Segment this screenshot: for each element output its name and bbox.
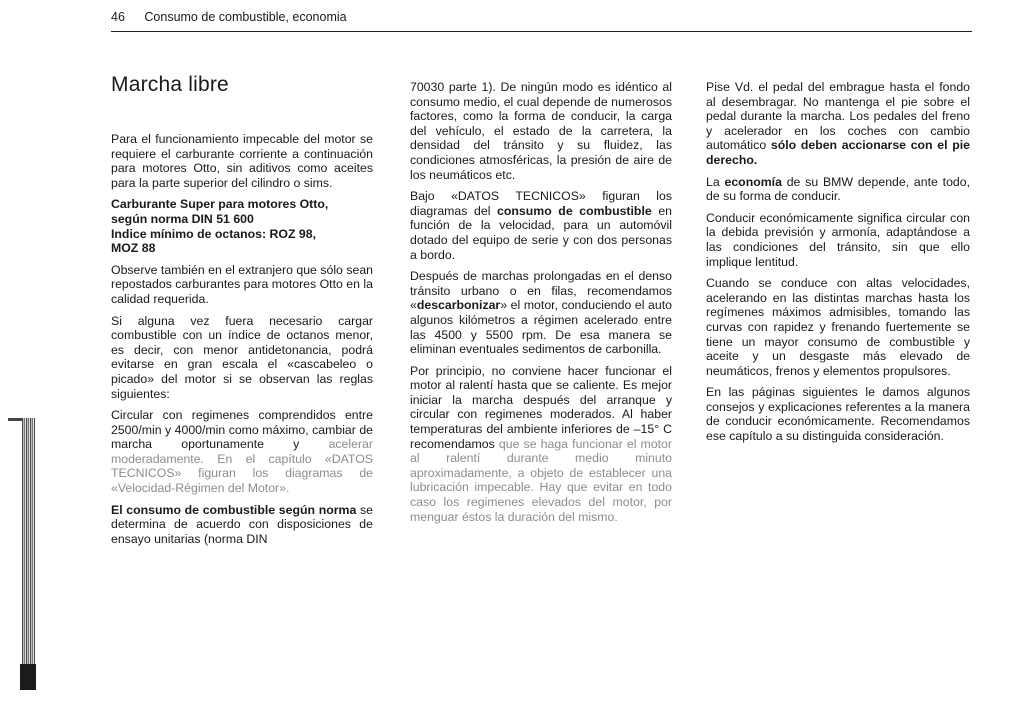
text-run: La <box>706 174 720 189</box>
column-1 <box>111 132 373 553</box>
page-number: 46 <box>111 10 125 24</box>
header-divider <box>111 31 972 32</box>
fuel-spec-line: MOZ 88 <box>111 241 156 256</box>
text-run: se determina de acuerdo con disposiciones de ensayo unitarias (norma DIN <box>111 502 373 546</box>
text-run: Circular con regimenes comprendidos entre 2500/min y 4000/min como máximo, cambiar de marcha oportunamente y <box>111 408 373 452</box>
paragraph: En las páginas siguientes le damos algunos consejos y explicaciones referentes a la manera de conducir económicamente. Recomendamos ese capítulo a su distinguida consideración. <box>706 385 970 444</box>
fuel-spec <box>111 197 373 255</box>
fuel-spec-line: según norma DIN 51 600 <box>111 211 254 226</box>
chapter-title: Consumo de combustible, economia <box>144 10 347 24</box>
paragraph: 70030 parte 1). De ningún modo es idéntico al consumo medio, el cual depende de numerosos factores, como la forma de conducir, la carga del vehículo, el estado de la carretera, la densidad del tránsito y su fluidez, las condiciones atmosféricas, la presión de aire de los neumáticos etc. <box>410 80 672 182</box>
paragraph <box>706 80 970 168</box>
text-run-bold: consumo de combustible <box>497 203 652 218</box>
paragraph: Cuando se conduce con altas velocidades, acelerando en las distintas marchas hasta los regímenes máximos admisibles, tomando las curvas con rapidez y frenando fuertemente se tiene un mayor consumo de combustible y aceite y un desgaste más elevado de neumáticos, frenos y elementos propulsores. <box>706 276 970 378</box>
text-run-bold: El consumo de combustible según norma <box>111 502 357 517</box>
text-run: acelerar moderadamente. En el capítulo «DATOS TECNICOS» figuran los diagramas de «Velocidad-Régimen del Motor». <box>111 437 373 496</box>
paragraph: Para el funcionamiento impecable del motor se requiere el carburante corriente a continuación para motores Otto, sin aditivos como aceites para la parte superior del cilindro o sims. <box>111 132 373 190</box>
text-run-bold: economía <box>724 174 782 189</box>
text-run-bold: sólo deben accionarse con el pie derecho. <box>706 138 970 167</box>
page-header <box>111 10 347 24</box>
fuel-spec-line: Indice mínimo de octanos: ROZ 98, <box>111 226 316 241</box>
section-title: Marcha libre <box>111 73 229 96</box>
text-run: de su BMW depende, ante todo, de su forma de conducir. <box>706 174 971 204</box>
text-run: en función de la velocidad, para un automóvil dotado del equipo de serie y con dos personas a bordo. <box>410 203 672 262</box>
column-3 <box>706 80 970 451</box>
text-run: Bajo «DATOS TECNICOS» figuran los diagramas del <box>410 189 672 218</box>
text-run: Por principio, no conviene hacer funcionar el motor al ralentí hasta que se caliente. Es mejor iniciar la marcha después del arranque y circular con regimenes moderados. Al haber temperaturas del ambiente inferiores de –15° C recomendamos <box>410 363 672 451</box>
paragraph: Si alguna vez fuera necesario cargar combustible con un índice de octanos menor, es decir, con menor antidetonancia, podrá evitarse en gran escala el «cascabeleo o picado» del motor si se observan las reglas siguientes: <box>111 313 373 401</box>
binding-edge-corner <box>20 664 36 690</box>
paragraph <box>410 364 672 525</box>
binding-edge <box>22 418 35 690</box>
paragraph <box>111 408 373 496</box>
paragraph <box>410 269 672 357</box>
paragraph <box>706 175 970 204</box>
paragraph <box>111 503 373 547</box>
text-run: Pise Vd. el pedal del embrague hasta el fondo al desembragar. No mantenga el pie sobre el pedal durante la marcha. Los pedales del freno y acelerador en los coches con cambio automático <box>706 80 970 153</box>
text-run: Después de marchas prolongadas en el denso tránsito urbano o en filas, recomendamos « <box>410 269 672 313</box>
fuel-spec-line: Carburante Super para motores Otto, <box>111 197 329 212</box>
text-run: » el motor, conduciendo el auto algunos kilómetros a régimen acelerado entre las 4500 y 5500 rpm. De esa manera se eliminan eventuales sedimentos de carbonilla. <box>410 298 672 357</box>
column-2 <box>410 80 672 531</box>
text-run-bold: descarbonizar <box>416 298 501 313</box>
paragraph: Observe también en el extranjero que sólo sean repostados carburantes para motores Otto en la calidad requerida. <box>111 262 373 306</box>
text-run: que se haga funcionar el motor al ralentí durante medio minuto aproximadamente, a objeto de establecer una lubricación impecable. Hay que evitar en todo caso los regimenes elevados del motor, por menguar éstos la duración del mismo. <box>410 436 672 524</box>
paragraph: Conducir económicamente significa circular con la debida previsión y armonía, adaptándose a las condiciones del tránsito, sin que ello implique lentitud. <box>706 210 970 269</box>
paragraph <box>410 189 672 262</box>
